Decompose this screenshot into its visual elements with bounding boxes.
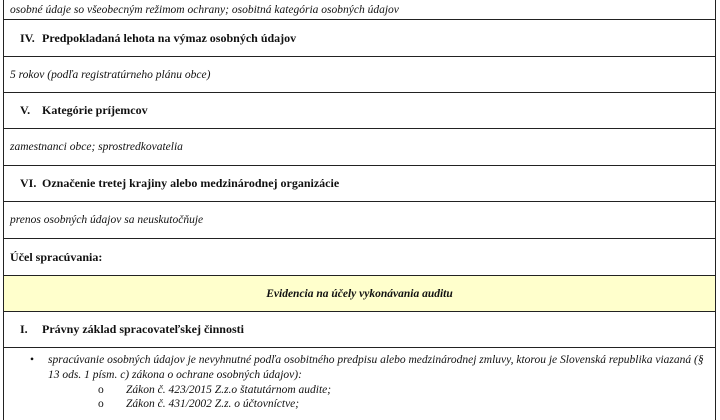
bullet-marker: • [30, 354, 35, 366]
section-i-title: Právny základ spracovateľskej činnosti [42, 322, 244, 336]
section-vi-header [4, 166, 715, 202]
section-iv-header [4, 20, 715, 57]
section-v-number: V. [20, 103, 31, 117]
third-country-row [4, 202, 715, 239]
records-table [3, 0, 716, 420]
legal-basis-cell [4, 348, 715, 420]
recipients-text: zamestnanci obce; sprostredkovatelia [10, 141, 183, 153]
section-iv-title: Predpokladaná lehota na výmaz osobných údajov [42, 30, 297, 45]
section-iv-number: IV. [20, 30, 35, 45]
third-country-text: prenos osobných údajov sa neuskutočňuje [10, 214, 204, 226]
legal-basis-item [14, 353, 705, 383]
purpose-value: Evidencia na účely vykonávania auditu [266, 287, 453, 300]
law-item [98, 397, 705, 411]
protection-regime-row [4, 0, 715, 20]
purpose-label-row [4, 239, 715, 276]
protection-regime-text: osobné údaje so všeobecným režimom ochrany; osobitná kategória osobných údajov [10, 3, 399, 16]
section-i-number: I. [20, 322, 28, 336]
law-item-text: Zákon č. 423/2015 Z.z.o štatutárnom audite; [126, 384, 332, 396]
section-vi-title: Označenie tretej krajiny alebo medzinárodnej organizácie [42, 176, 340, 190]
section-i-header [4, 312, 715, 348]
retention-text: 5 rokov (podľa registratúrneho plánu obce) [10, 68, 211, 81]
purpose-value-row [4, 276, 715, 312]
purpose-label: Účel spracúvania: [10, 249, 103, 264]
recipients-row [4, 129, 715, 166]
section-v-title: Kategórie príjemcov [42, 103, 148, 117]
law-item [98, 383, 705, 397]
sub-bullet-marker: o [98, 398, 104, 410]
law-item-text: Zákon č. 431/2002 Z.z. o účtovníctve; [126, 398, 300, 410]
legal-basis-text: spracúvanie osobných údajov je nevyhnutné podľa osobitného predpisu alebo medzinárodnej zmluvy, ktorou je Slovenská republika viazaná (§ 13 ods. 1 písm. c) zákona o ochrane osobných údajov): [48, 354, 704, 381]
sub-bullet-marker: o [98, 384, 104, 396]
section-vi-number: VI. [20, 176, 37, 190]
retention-row [4, 57, 715, 93]
section-v-header [4, 93, 715, 129]
